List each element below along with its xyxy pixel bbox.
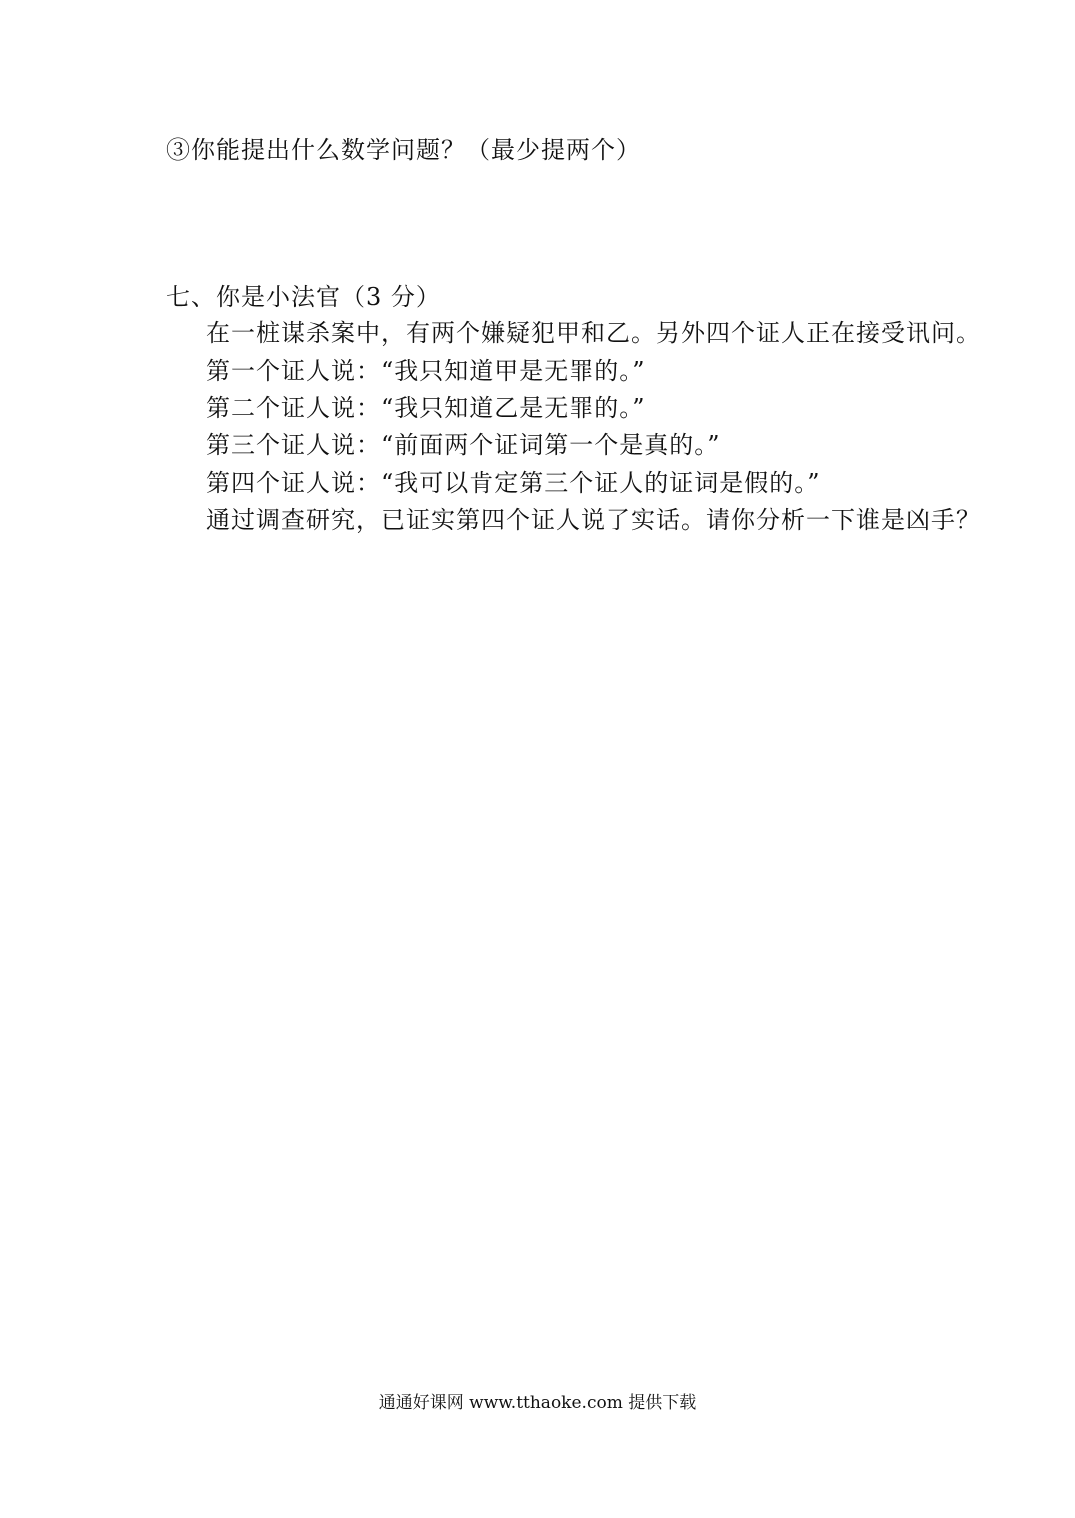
witness-1-statement: 第一个证人说：“我只知道甲是无罪的。” <box>206 357 646 385</box>
witness-3-statement: 第三个证人说：“前面两个证词第一个是真的。” <box>206 431 721 459</box>
witness-4-statement: 第四个证人说：“我可以肯定第三个证人的证词是假的。” <box>206 469 821 497</box>
section-7-question: 通过调查研究，已证实第四个证人说了实话。请你分析一下谁是凶手？ <box>206 506 981 534</box>
question-3-prompt: ③你能提出什么数学问题？（最少提两个） <box>166 136 641 164</box>
section-7-title: 七、你是小法官（3 分） <box>166 283 441 311</box>
page-footer: 通通好课网 www.tthaoke.com 提供下载 <box>378 1393 697 1413</box>
section-7-paragraph: 在一桩谋杀案中，有两个嫌疑犯甲和乙。另外四个证人正在接受讯问。 <box>206 319 981 347</box>
witness-2-statement: 第二个证人说：“我只知道乙是无罪的。” <box>206 394 646 422</box>
